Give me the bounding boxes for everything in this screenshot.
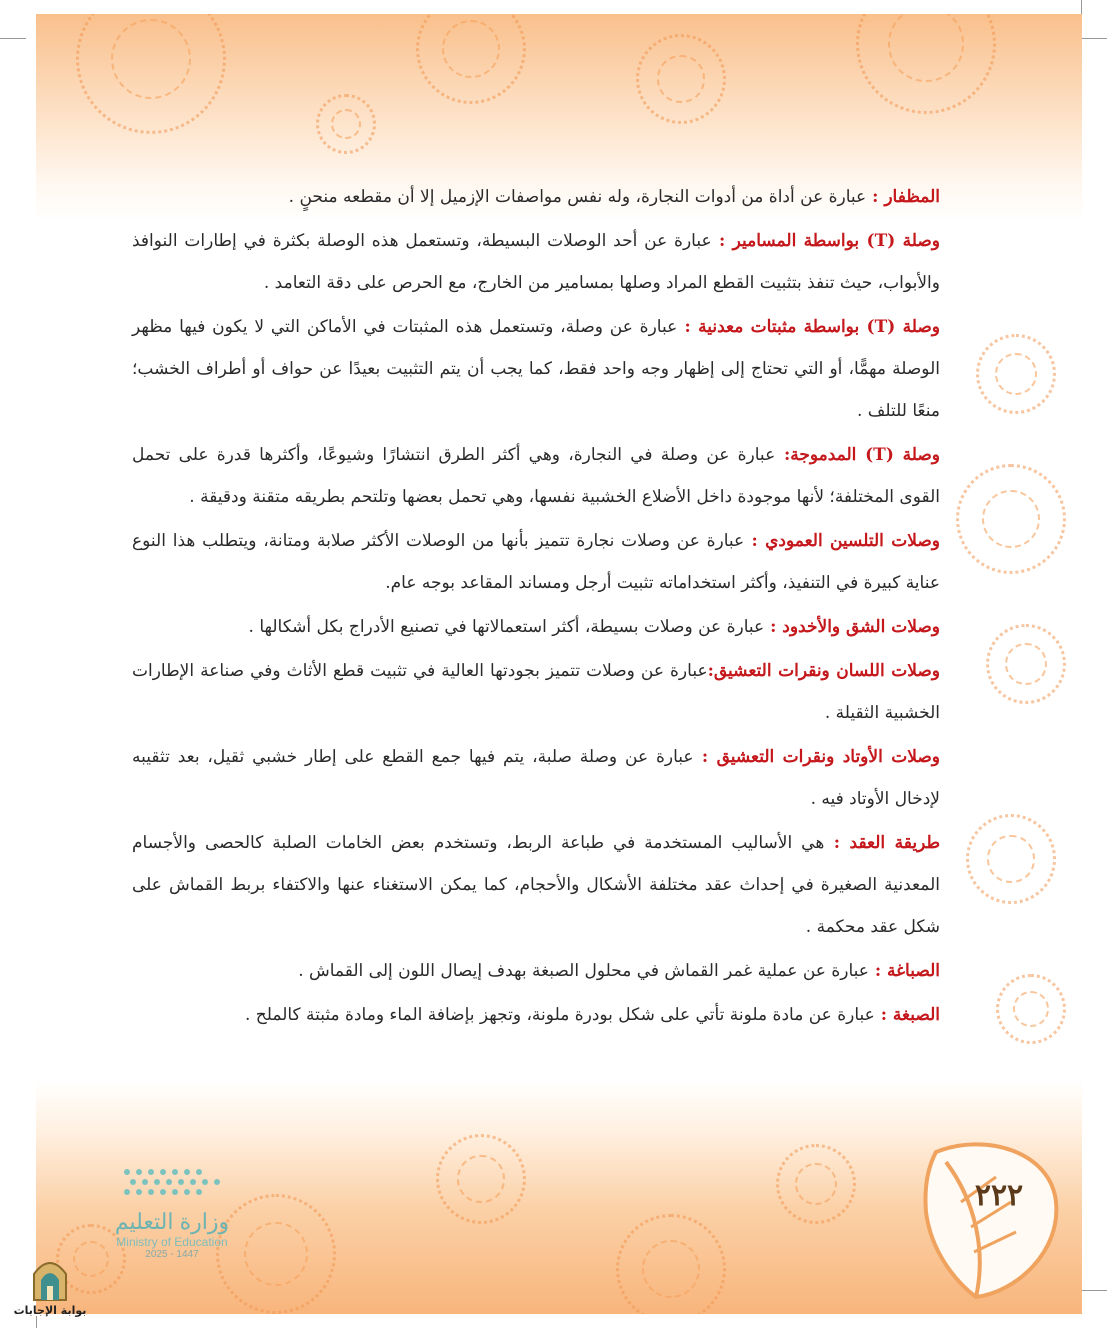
ministry-dots-icon [117,1164,227,1200]
term-separator: : [868,961,888,981]
definitions-list [132,176,940,1038]
definition-entry [132,176,940,218]
ministry-year: 2025 - 1447 [145,1249,199,1260]
definition-entry [132,736,940,820]
term: الصباغة [887,961,940,981]
definition-entry [132,520,940,604]
term-separator: : [711,231,733,251]
flower-decoration [416,14,526,104]
leaf-icon [916,1132,1066,1302]
flower-decoration [316,94,376,154]
flower-decoration [976,334,1056,414]
definition-entry [132,220,940,304]
definition-text: عبارة عن وصلات نجارة تتميز بأنها من الوصلات الأكثر صلابة ومتانة، ويتطلب هذا النوع عناية كبيرة في التنفيذ، وأكثر استخداماته تثبيت أرجل ومساند المقاعد بوجه عام. [132,531,940,593]
term-separator: : [824,833,850,853]
ministry-logo [92,1164,252,1260]
flower-decoration [956,464,1066,574]
flower-decoration [436,1134,526,1224]
definition-entry [132,994,940,1036]
term: وصلات الشق والأخدود [782,617,940,637]
term-separator: : [874,1005,893,1025]
term: وصلة (T) بواسطة المسامير [732,231,940,251]
page-number: ٢٢٢ [974,1178,1024,1213]
definition-text: هي الأساليب المستخدمة في طباعة الربط، وتستخدم بعض الخامات الصلبة كالحصى والأجسام المعدنية الصغيرة في إحداث عقد مختلفة الأشكال والأحجام، كما يمكن الاستغناء عنها والاكتفاء بربط القماش على شكل عقد محكمة . [132,833,940,937]
term: وصلة (T) المدموجة [790,445,940,465]
term: وصلة (T) بواسطة مثبتات معدنية [698,317,940,337]
definition-text: عبارة عن وصلة صلبة، يتم فيها جمع القطع على إطار خشبي ثقيل، بعد تثقيبه لإدخال الأوتاد فيه . [132,747,940,809]
term-separator: : [677,317,699,337]
definition-text: عبارة عن أداة من أدوات النجارة، وله نفس مواصفات الإزميل إلا أن مقطعه منحنٍ . [288,187,867,207]
textbook-page [36,14,1082,1314]
term: طريقة العقد [849,833,940,853]
term: وصلات التلسين العمودي [765,531,940,551]
flower-decoration [616,1214,726,1314]
definition-text: عبارة عن وصلة في النجارة، وهي أكثر الطرق انتشارًا وشيوعًا، وأكثرها قدرة على تحمل القوى المختلفة؛ لأنها موجودة داخل الأضلاع الخشبية نفسها، وهي تحمل بعضها وتلتحم بطريقه متقنة ودقيقة . [132,445,940,507]
definition-text: عبارة عن عملية غمر القماش في محلول الصبغة بهدف إيصال اللون إلى القماش . [298,961,869,981]
term-separator: : [775,445,791,465]
definition-text: عبارة عن وصلات بسيطة، أكثر استعمالاتها في تصنيع الأدراج بكل أشكالها . [248,617,765,637]
term-separator: : [707,661,714,681]
flower-decoration [76,14,226,134]
definition-entry [132,606,940,648]
flower-decoration [776,1144,856,1224]
flower-decoration [636,34,726,124]
term: المظفار [884,187,940,207]
term: وصلات الأوتاد ونقرات التعشيق [716,747,940,767]
definition-entry [132,950,940,992]
term-separator: : [866,187,885,207]
definition-text: عبارة عن وصلات تتميز بجودتها العالية في تثبيت قطع الأثاث وفي صناعة الإطارات الخشبية الثقيلة . [132,661,940,723]
flower-decoration [856,14,996,114]
term-separator: : [764,617,783,637]
definition-entry [132,822,940,948]
term-separator: : [693,747,717,767]
answers-portal-badge [2,1256,98,1317]
definition-text: عبارة عن وصلة، وتستعمل هذه المثبتات في الأماكن التي لا يكون فيها مظهر الوصلة مهمًّا، أو التي تحتاج إلى إظهار وجه واحد فقط، كما يجب أن يتم التثبيت بعيدًا عن حواف أو أطراف الخشب؛ منعًا للتلف . [132,317,940,421]
flower-decoration [986,624,1066,704]
ministry-name-ar: وزارة التعليم [114,1209,230,1234]
ministry-name-en: Ministry of Education [116,1235,228,1249]
definition-text: عبارة عن أحد الوصلات البسيطة، وتستعمل هذه الوصلة بكثرة في إطارات النوافذ والأبواب، حيث تنفذ بتثبيت القطع المراد وصلها بمسامير من الخارج، مع الحرص على دقة التعامد . [132,231,940,293]
flower-decoration [966,814,1056,904]
answers-portal-label: بوابة الإجابات [13,1304,87,1317]
definition-entry [132,650,940,734]
flower-decoration [996,974,1066,1044]
definition-text: عبارة عن مادة ملونة تأتي على شكل بودرة ملونة، وتجهز بإضافة الماء ومادة مثبتة كالملح . [244,1005,875,1025]
term-separator: : [744,531,766,551]
term: الصبغة [892,1005,940,1025]
definition-entry [132,434,940,518]
definition-entry [132,306,940,432]
mosque-logo-icon [30,1256,70,1302]
term: وصلات اللسان ونقرات التعشيق [713,661,940,681]
